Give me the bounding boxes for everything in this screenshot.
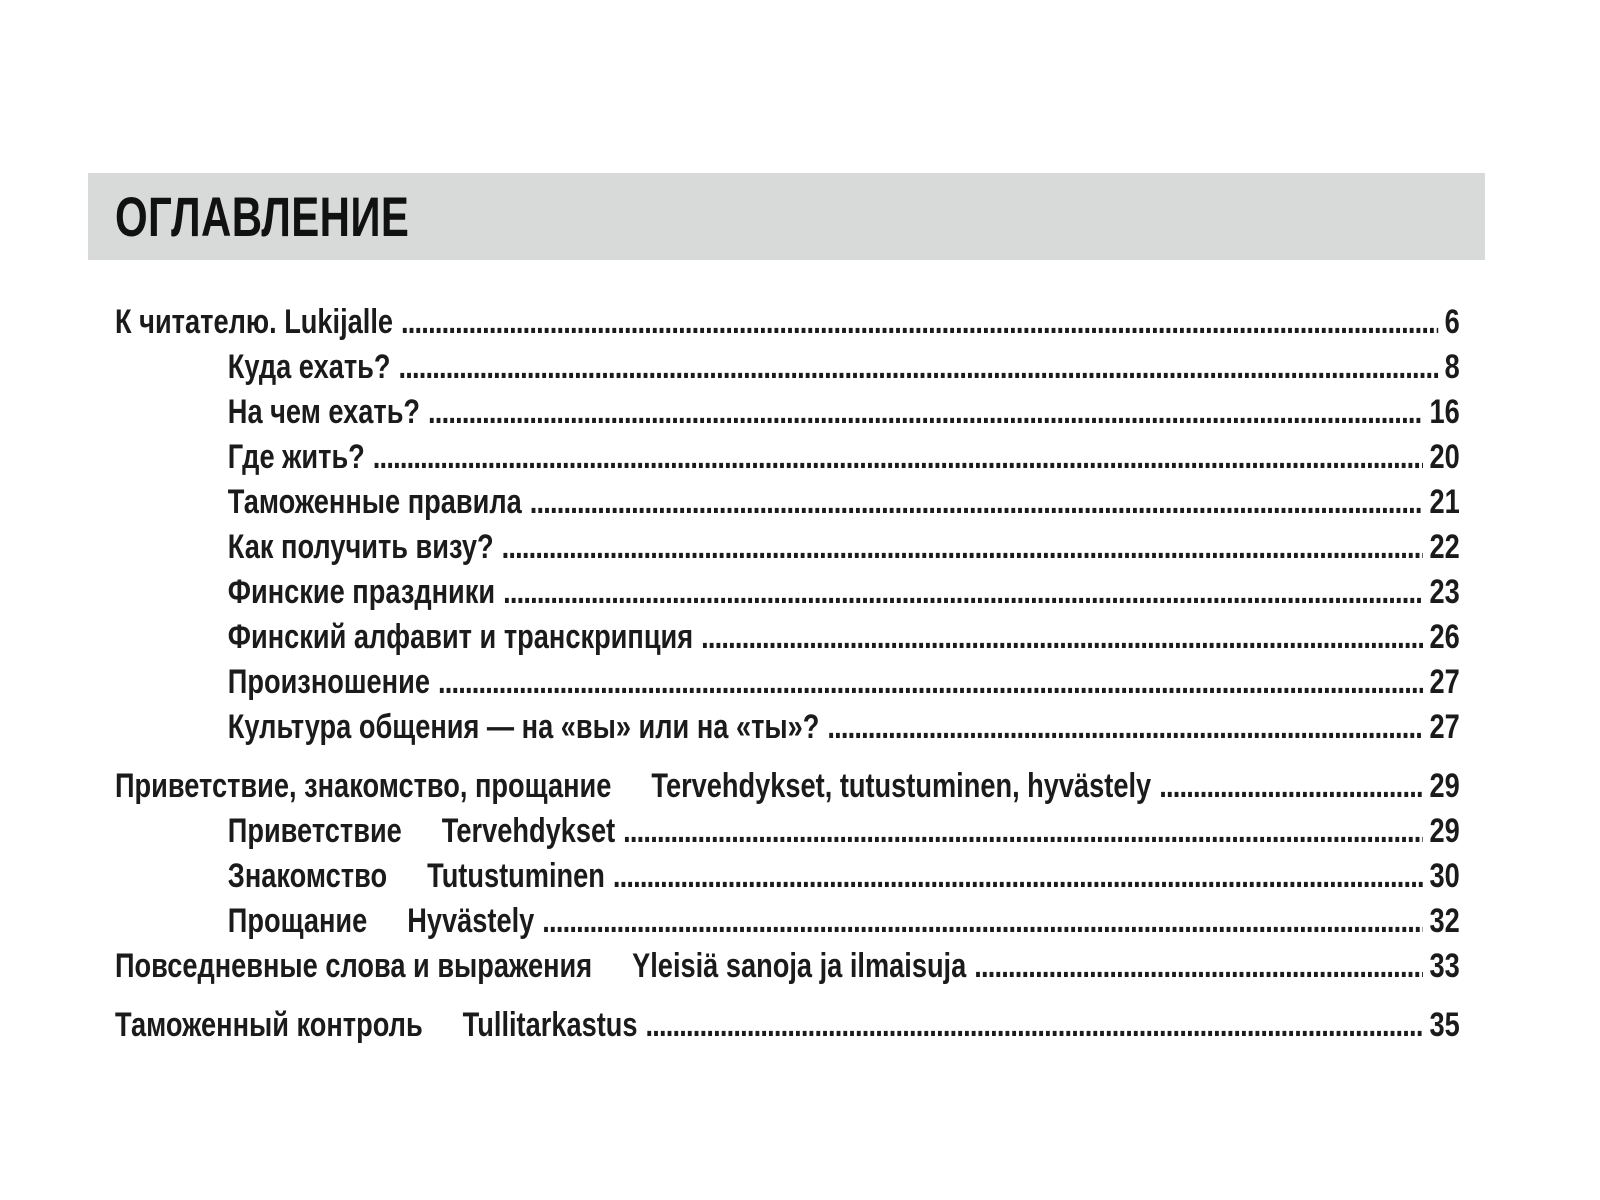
- toc-entry-page-number: 8: [1444, 348, 1460, 386]
- toc-entry-title-fi: Hyvästely: [407, 902, 535, 940]
- toc-entry-page-number: 6: [1444, 303, 1460, 341]
- dot-leader: [623, 809, 1423, 854]
- toc-entry-title-ru: Финские праздники: [227, 573, 496, 611]
- toc-entry-title-ru: Повседневные слова и выражения: [115, 947, 593, 985]
- toc-entry-page-number: 33: [1429, 947, 1460, 985]
- toc-entry-title-ru: Приветствие: [227, 812, 402, 850]
- toc-entry-title-ru: Как получить визу?: [227, 528, 494, 566]
- toc-entry: [115, 570, 1460, 615]
- dot-leader: [542, 899, 1423, 944]
- dot-leader: [401, 300, 1438, 345]
- toc-entry: [115, 944, 1460, 989]
- toc-entry-title-fi: Tutustuminen: [427, 857, 605, 895]
- toc-entry-page-number: 21: [1429, 483, 1460, 521]
- toc-entry-title-ru: Культура общения — на «вы» или на «ты»?: [227, 708, 820, 746]
- toc-entry-page-number: 35: [1429, 1006, 1460, 1044]
- toc-entry: [115, 660, 1460, 705]
- toc-entry: [115, 764, 1460, 809]
- toc-entry-page-number: 29: [1429, 767, 1460, 805]
- toc-entry-title-ru: Куда ехать?: [227, 348, 391, 386]
- toc-header-bar: [88, 173, 1485, 260]
- toc-entry-title-ru: К читателю. Lukijalle: [115, 303, 394, 341]
- toc-entry-page-number: 26: [1429, 618, 1460, 656]
- dot-leader: [438, 660, 1423, 705]
- toc-entry: [115, 435, 1460, 480]
- dot-leader: [530, 480, 1423, 525]
- toc-entry: [115, 854, 1460, 899]
- toc-list: [115, 300, 1460, 1048]
- toc-entry-title-fi: Tullitarkastus: [462, 1006, 638, 1044]
- toc-entry-title-ru: Прощание: [227, 902, 368, 940]
- toc-entry: [115, 525, 1460, 570]
- toc-entry-title-fi: Tervehdykset, tutustuminen, hyvästely: [651, 767, 1152, 805]
- toc-entry-title-fi: Tervehdykset: [441, 812, 616, 850]
- toc-entry: [115, 480, 1460, 525]
- toc-entry: [115, 390, 1460, 435]
- toc-entry: [115, 809, 1460, 854]
- dot-leader: [398, 345, 1438, 390]
- toc-entry-title-ru: Приветствие, знакомство, прощание: [115, 767, 612, 805]
- toc-entry-title-fi: Yleisiä sanoja ja ilmaisuja: [632, 947, 967, 985]
- dot-leader: [373, 435, 1423, 480]
- toc-entry-page-number: 30: [1429, 857, 1460, 895]
- toc-entry-title-ru: Таможенные правила: [227, 483, 522, 521]
- toc-entry: [115, 899, 1460, 944]
- toc-entry-title-ru: Где жить?: [227, 438, 365, 476]
- toc-entry-title-ru: Финский алфавит и транскрипция: [227, 618, 694, 656]
- dot-leader: [428, 390, 1423, 435]
- toc-entry-page-number: 27: [1429, 663, 1460, 701]
- toc-entry-title-ru: Произношение: [227, 663, 430, 701]
- toc-entry-page-number: 29: [1429, 812, 1460, 850]
- toc-entry-page-number: 20: [1429, 438, 1460, 476]
- toc-entry: [115, 1003, 1460, 1048]
- dot-leader: [701, 615, 1423, 660]
- page-title: ОГЛАВЛЕНИЕ: [115, 185, 410, 248]
- toc-entry-page-number: 16: [1429, 393, 1460, 431]
- toc-entry: [115, 345, 1460, 390]
- toc-entry-title-ru: Знакомство: [227, 857, 388, 895]
- dot-leader: [502, 525, 1424, 570]
- dot-leader: [503, 570, 1423, 615]
- toc-entry-title-ru: На чем ехать?: [227, 393, 421, 431]
- dot-leader: [646, 1003, 1424, 1048]
- toc-entry-page-number: 23: [1429, 573, 1460, 611]
- dot-leader: [974, 944, 1423, 989]
- toc-entry: [115, 705, 1460, 750]
- dot-leader: [1159, 764, 1423, 809]
- dot-leader: [827, 705, 1423, 750]
- toc-entry-page-number: 32: [1429, 902, 1460, 940]
- toc-entry-page-number: 22: [1429, 528, 1460, 566]
- toc-entry-page-number: 27: [1429, 708, 1460, 746]
- toc-entry: [115, 300, 1460, 345]
- dot-leader: [613, 854, 1423, 899]
- toc-entry-title-ru: Таможенный контроль: [115, 1006, 423, 1044]
- toc-entry: [115, 615, 1460, 660]
